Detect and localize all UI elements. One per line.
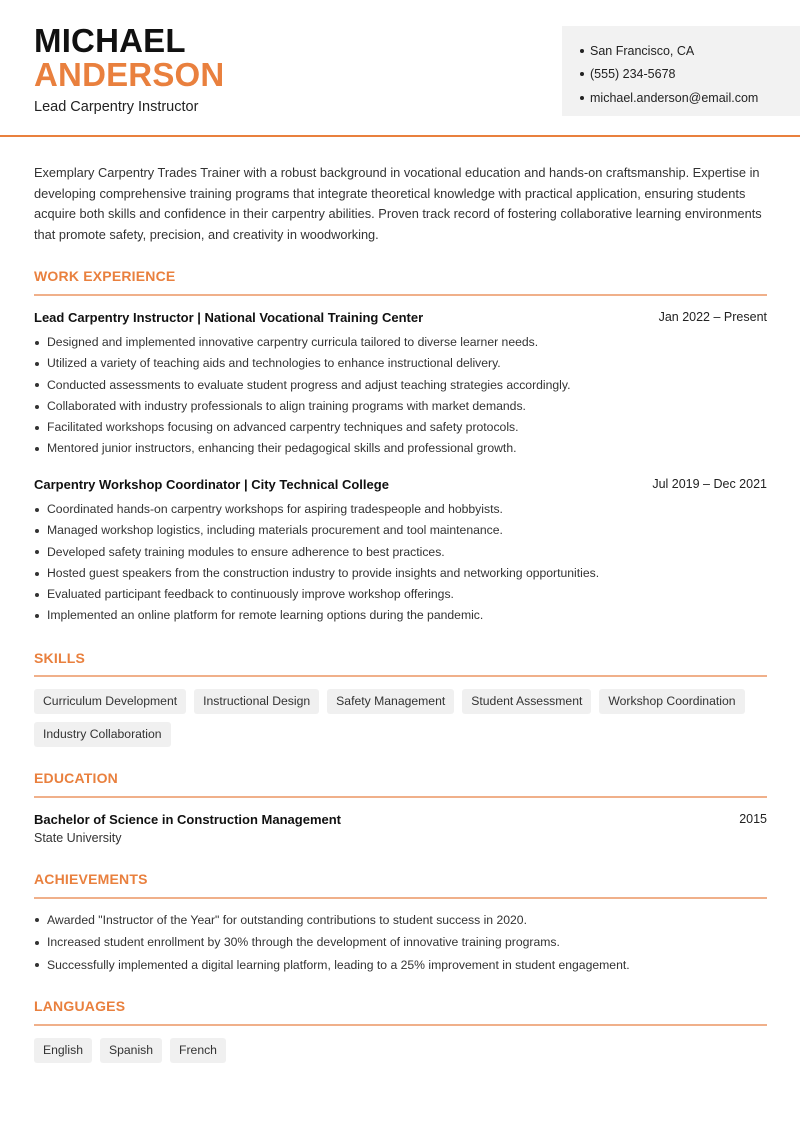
skill-chip: Student Assessment <box>462 689 591 714</box>
bullet-text: Awarded "Instructor of the Year" for outstanding contributions to student success in 2020. <box>47 912 527 927</box>
degree-title: Bachelor of Science in Construction Management <box>34 812 341 827</box>
language-chips <box>34 1038 774 1063</box>
skill-chip: Workshop Coordination <box>599 689 744 714</box>
skill-chip: Curriculum Development <box>34 689 186 714</box>
list-item <box>34 584 774 605</box>
list-item <box>34 332 774 353</box>
summary-paragraph: Exemplary Carpentry Trades Trainer with a robust background in vocational education and hands-on craftsmanship. Expertise in developing comprehensive training programs that integrate theoretical knowledge with practical application, ensuring students acquire both skills and confidence in their carpentry abilities. Proven track record of fostering collaborative learning environments that promote safety, precision, and creativity in woodworking. <box>34 165 762 242</box>
list-item <box>34 417 774 438</box>
achievement-bullets <box>34 909 774 977</box>
role-dates: Jan 2022 – Present <box>658 310 767 324</box>
bullet-text: Mentored junior instructors, enhancing their pedagogical skills and professional growth. <box>47 441 517 456</box>
language-chip: Spanish <box>100 1038 162 1063</box>
role-bullets <box>34 332 774 460</box>
bullet-icon <box>35 362 39 366</box>
list-item <box>34 954 774 977</box>
location-text: San Francisco, CA <box>590 43 695 58</box>
bullet-text: Successfully implemented a digital learning platform, leading to a 25% improvement in student engagement. <box>47 957 630 972</box>
skill-chip: Industry Collaboration <box>34 722 171 747</box>
list-item <box>34 909 774 932</box>
job-title: Lead Carpentry Instructor <box>34 99 199 115</box>
bullet-icon <box>35 383 39 387</box>
bullet-icon <box>580 49 584 53</box>
last-name: ANDERSON <box>34 56 225 93</box>
bullet-icon <box>35 918 39 922</box>
list-item <box>34 605 774 626</box>
bullet-icon <box>35 941 39 945</box>
bullet-icon <box>35 572 39 576</box>
bullet-icon <box>35 447 39 451</box>
skill-chip: Instructional Design <box>194 689 319 714</box>
resume-header <box>0 0 800 137</box>
bullet-text: Designed and implemented innovative carpentry curricula tailored to diverse learner needs. <box>47 335 539 349</box>
section-title-achievements: ACHIEVEMENTS <box>34 871 148 887</box>
bullet-icon <box>35 529 39 533</box>
list-item <box>34 375 774 396</box>
school-name: State University <box>34 831 122 845</box>
degree-year: 2015 <box>739 812 767 826</box>
contact-email[interactable] <box>580 86 800 110</box>
bullet-icon <box>35 550 39 554</box>
bullet-text: Implemented an online platform for remote learning options during the pandemic. <box>47 608 484 623</box>
bullet-icon <box>35 341 39 345</box>
contact-location <box>580 39 800 63</box>
section-divider <box>34 675 767 677</box>
section-divider <box>34 294 767 296</box>
role-bullets <box>34 499 774 627</box>
section-divider <box>34 897 767 899</box>
bullet-icon <box>35 963 39 967</box>
bullet-icon <box>35 508 39 512</box>
skills-chips <box>34 689 774 747</box>
phone-text: (555) 234-5678 <box>590 67 676 82</box>
bullet-text: Collaborated with industry professionals to align training programs with market demands. <box>47 398 526 413</box>
bullet-text: Conducted assessments to evaluate student progress and adjust teaching strategies accordingly. <box>47 377 571 392</box>
bullet-text: Evaluated participant feedback to continuously improve workshop offerings. <box>47 587 454 602</box>
section-title-languages: LANGUAGES <box>34 998 126 1014</box>
bullet-icon <box>35 614 39 618</box>
section-title-work: WORK EXPERIENCE <box>34 268 176 284</box>
list-item <box>34 520 774 541</box>
section-divider <box>34 1024 767 1026</box>
list-item <box>34 396 774 417</box>
list-item <box>34 438 774 459</box>
bullet-icon <box>35 593 39 597</box>
contact-box <box>562 26 800 116</box>
list-item <box>34 499 774 520</box>
section-title-skills: SKILLS <box>34 650 85 666</box>
section-title-education: EDUCATION <box>34 770 118 786</box>
contact-phone <box>580 63 800 87</box>
email-text[interactable]: michael.anderson@email.com <box>590 90 759 105</box>
bullet-text: Coordinated hands-on carpentry workshops for aspiring tradespeople and hobbyists. <box>47 502 503 516</box>
skill-chip: Safety Management <box>327 689 454 714</box>
role-title: Lead Carpentry Instructor | National Vocational Training Center <box>34 310 424 325</box>
bullet-text: Developed safety training modules to ensure adherence to best practices. <box>47 544 445 559</box>
bullet-icon <box>35 405 39 409</box>
list-item <box>34 542 774 563</box>
bullet-text: Increased student enrollment by 30% through the development of innovative training programs. <box>47 935 560 950</box>
bullet-text: Utilized a variety of teaching aids and technologies to enhance instructional delivery. <box>47 356 501 371</box>
list-item <box>34 932 774 955</box>
list-item <box>34 353 774 374</box>
language-chip: French <box>170 1038 226 1063</box>
bullet-text: Hosted guest speakers from the construction industry to provide insights and networking opportunities. <box>47 565 600 580</box>
role-title: Carpentry Workshop Coordinator | City Technical College <box>34 477 389 492</box>
list-item <box>34 563 774 584</box>
bullet-text: Facilitated workshops focusing on advanced carpentry techniques and safety protocols. <box>47 420 519 435</box>
section-divider <box>34 796 767 798</box>
bullet-icon <box>35 426 39 430</box>
bullet-text: Managed workshop logistics, including materials procurement and tool maintenance. <box>47 523 503 538</box>
language-chip: English <box>34 1038 92 1063</box>
role-dates: Jul 2019 – Dec 2021 <box>652 477 767 491</box>
first-name: MICHAEL <box>34 22 186 59</box>
bullet-icon <box>580 72 584 76</box>
bullet-icon <box>580 96 584 100</box>
